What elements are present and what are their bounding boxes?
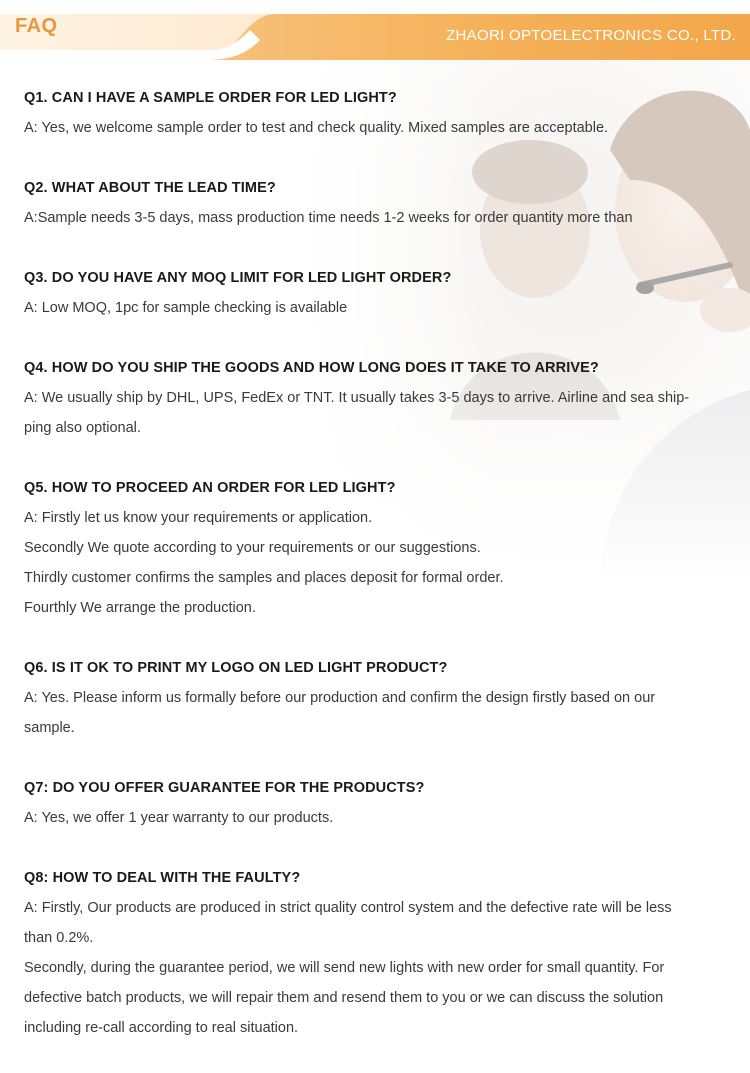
answer-line: Secondly We quote according to your requirements or our suggestions. [24, 540, 481, 556]
faq-item-6 [24, 653, 724, 743]
answer-line: than 0.2%. [24, 930, 94, 946]
answer-line: Secondly, during the guarantee period, we will send new lights with new order for small quantity. For [24, 960, 665, 976]
answer-line: defective batch products, we will repair them and resend them to you or we can discuss the solution [24, 990, 664, 1006]
answer [24, 503, 724, 623]
question: Q6. IS IT OK TO PRINT MY LOGO ON LED LIGHT PRODUCT? [24, 660, 448, 676]
faq-item-1 [24, 83, 724, 143]
question: Q8: HOW TO DEAL WITH THE FAULTY? [24, 870, 301, 886]
answer-line: A: We usually ship by DHL, UPS, FedEx or TNT. It usually takes 3-5 days to arrive. Airline and sea ship- [24, 390, 690, 406]
answer [24, 383, 724, 443]
company-name: ZHAORI OPTOELECTRONICS CO., LTD. [446, 27, 736, 44]
answer [24, 293, 724, 323]
answer [24, 803, 724, 833]
question: Q7: DO YOU OFFER GUARANTEE FOR THE PRODUCTS? [24, 780, 425, 796]
answer [24, 203, 724, 233]
question: Q5. HOW TO PROCEED AN ORDER FOR LED LIGHT? [24, 480, 396, 496]
faq-item-8 [24, 863, 724, 1043]
answer-line: A: Yes. Please inform us formally before our production and confirm the design firstly based on our [24, 690, 656, 706]
faq-item-3 [24, 263, 724, 323]
answer-line: A: Firstly let us know your requirements or application. [24, 510, 373, 526]
answer-line: A: Low MOQ, 1pc for sample checking is available [24, 300, 348, 316]
answer [24, 893, 724, 1043]
header-banner [0, 0, 750, 60]
answer-line: A: Yes, we welcome sample order to test and check quality. Mixed samples are acceptable. [24, 120, 609, 136]
answer-line: Fourthly We arrange the production. [24, 600, 256, 616]
faq-item-7 [24, 773, 724, 833]
answer-line: ping also optional. [24, 420, 141, 436]
question: Q4. HOW DO YOU SHIP THE GOODS AND HOW LONG DOES IT TAKE TO ARRIVE? [24, 360, 599, 376]
faq-item-2 [24, 173, 724, 233]
faq-item-5 [24, 473, 724, 623]
answer-line: including re-call according to real situation. [24, 1020, 299, 1036]
answer-line: A: Yes, we offer 1 year warranty to our products. [24, 810, 334, 826]
answer [24, 683, 724, 743]
question: Q1. CAN I HAVE A SAMPLE ORDER FOR LED LIGHT? [24, 90, 397, 106]
answer-line: A: Firstly, Our products are produced in strict quality control system and the defective rate will be less [24, 900, 672, 916]
answer-line: sample. [24, 720, 75, 736]
answer-line: A:Sample needs 3-5 days, mass production time needs 1-2 weeks for order quantity more than [24, 210, 633, 226]
answer [24, 113, 724, 143]
question: Q3. DO YOU HAVE ANY MOQ LIMIT FOR LED LIGHT ORDER? [24, 270, 452, 286]
page-title: FAQ [15, 15, 58, 37]
faq-list [24, 83, 724, 1073]
faq-item-4 [24, 353, 724, 443]
question: Q2. WHAT ABOUT THE LEAD TIME? [24, 180, 276, 196]
answer-line: Thirdly customer confirms the samples and places deposit for formal order. [24, 570, 504, 586]
